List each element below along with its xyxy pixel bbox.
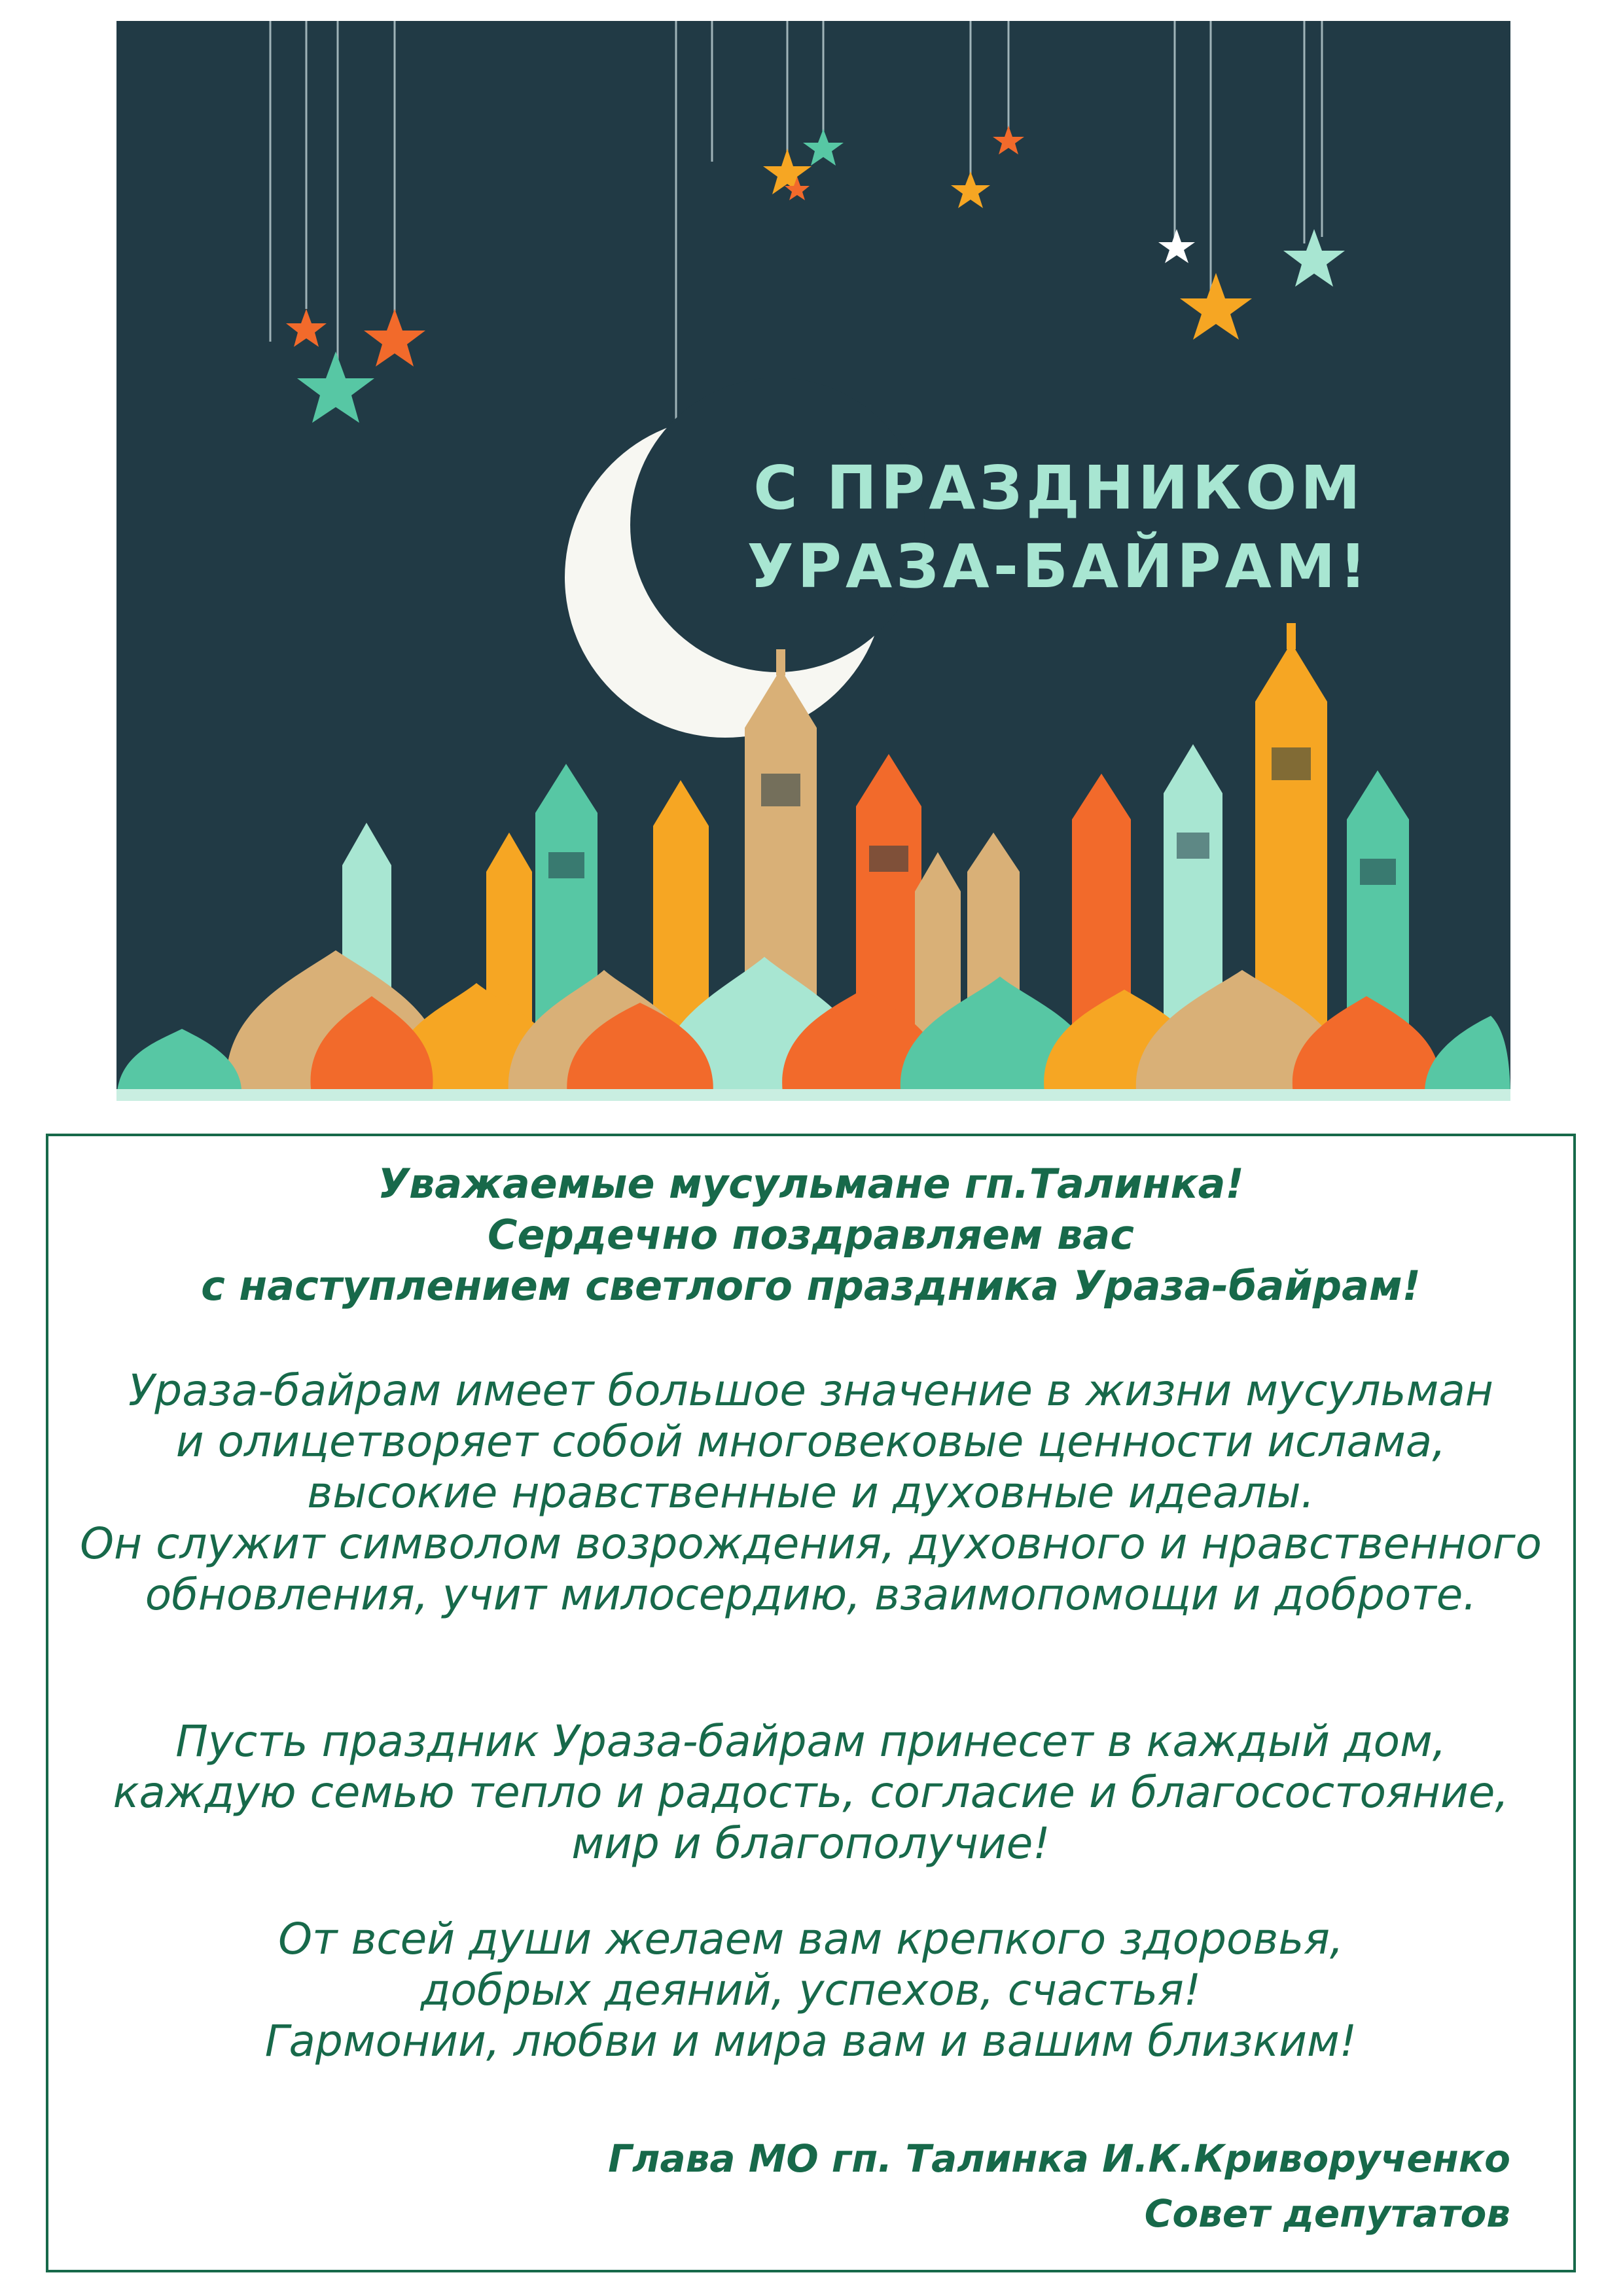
paragraph-wishes (48, 1716, 1573, 1869)
paragraph-line: добрых деяний, успехов, счастья! (420, 1965, 1202, 2015)
paragraph-line: Пусть праздник Ураза-байрам принесет в каждый дом, (175, 1716, 1446, 1767)
letter-heading (48, 1158, 1573, 1312)
paragraph-line: Он служит символом возрождения, духовного и нравственного (80, 1518, 1542, 1569)
paragraph-closing (48, 1914, 1573, 2067)
banner-base-strip (116, 1089, 1510, 1101)
paragraph-significance (48, 1365, 1573, 1621)
paragraph-line: Гармонии, любви и мира вам и вашим близким! (264, 2016, 1357, 2066)
greeting-line-1: С ПРАЗДНИКОМ (753, 453, 1364, 523)
paragraph-line: высокие нравственные и духовные идеалы. (307, 1467, 1315, 1518)
greeting-line-2: УРАЗА-БАЙРАМ! (747, 531, 1371, 601)
signature-block (608, 2131, 1510, 2241)
signature-council: Совет депутатов (1144, 2191, 1510, 2236)
paragraph-line: и олицетворяет собой многовековые ценности ислама, (175, 1416, 1446, 1467)
heading-line: Сердечно поздравляем вас (488, 1211, 1134, 1259)
signature-official: Глава МО гп. Талинка И.К.Криворученко (608, 2136, 1510, 2181)
paragraph-line: обновления, учит милосердию, взаимопомощи и доброте. (145, 1570, 1477, 1620)
paragraph-line: Ураза-байрам имеет большое значение в жизни мусульман (128, 1365, 1493, 1416)
holiday-banner-image (116, 21, 1510, 1101)
paragraph-line: мир и благополучие! (571, 1818, 1050, 1869)
heading-line: Уважаемые мусульмане гп.Талинка! (378, 1160, 1244, 1208)
paragraph-line: каждую семью тепло и радость, согласие и благосостояние, (113, 1767, 1509, 1818)
greeting-letter (46, 1134, 1576, 2272)
heading-line: с наступлением светлого праздника Ураза-байрам! (201, 1262, 1421, 1310)
paragraph-line: От всей души желаем вам крепкого здоровья, (278, 1914, 1344, 1964)
